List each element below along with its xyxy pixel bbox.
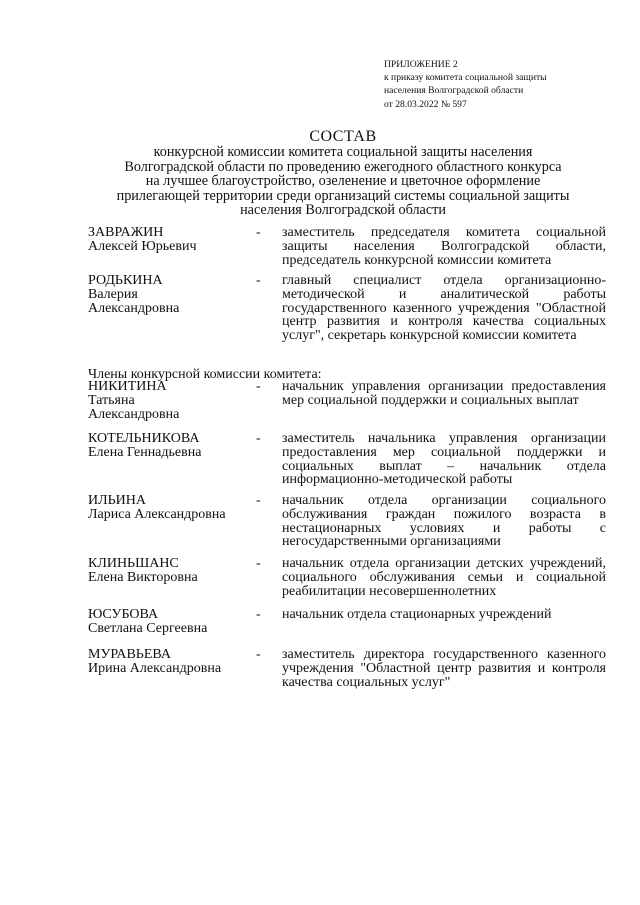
- surname: КОТЕЛЬНИКОВА: [88, 431, 200, 446]
- dash-separator: -: [256, 273, 261, 288]
- title-heading: СОСТАВ: [309, 128, 377, 145]
- dash-separator: -: [256, 556, 261, 571]
- title-line: Волгоградской области по проведению ежегодного областного конкурса: [124, 158, 562, 175]
- given-names: Татьяна: [88, 392, 135, 408]
- members-heading: Члены конкурсной комиссии комитета:: [88, 367, 322, 382]
- person-role: заместитель начальника управления организации предоставления мер социальной поддержки и социальных выплат – начальник отдела информационно-методической работы: [282, 431, 606, 488]
- person-name: [88, 557, 248, 585]
- annex-reference: к приказу комитета социальной защиты: [384, 72, 547, 84]
- given-names: Ирина Александровна: [88, 660, 222, 676]
- title-line: населения Волгоградской области: [240, 202, 446, 219]
- person-name: [88, 274, 248, 315]
- annex-date: от 28.03.2022 № 597: [384, 98, 467, 110]
- annex-number: ПРИЛОЖЕНИЕ 2: [384, 59, 458, 70]
- dash-separator: -: [256, 225, 261, 240]
- given-names: Елена Викторовна: [88, 569, 198, 585]
- surname: МУРАВЬЕВА: [88, 647, 171, 662]
- annex-reference-cont: населения Волгоградской области: [384, 85, 524, 97]
- annex-block: [384, 58, 624, 111]
- person-role: начальник управления организации предоставления мер социальной поддержки и социальных выплат: [282, 379, 606, 408]
- surname: ЗАВРАЖИН: [88, 225, 164, 240]
- person-role: начальник отдела организации социального обслуживания граждан пожилого возраста в нестационарных условиях и работы с негосударственными организациями: [282, 493, 606, 550]
- dash-separator: -: [256, 607, 261, 622]
- person-name: [88, 432, 248, 460]
- person-name: [88, 648, 248, 676]
- person-name: [88, 226, 248, 254]
- surname: ИЛЬИНА: [88, 493, 146, 508]
- given-names: Алексей Юрьевич: [88, 238, 197, 254]
- person-name: [88, 494, 248, 522]
- title-line: прилегающей территории среди организаций системы социальной защиты: [116, 187, 570, 204]
- person-role: заместитель директора государственного казенного учреждения "Областной центр развития и контроля качества социальных услуг": [282, 647, 606, 690]
- person-name: [88, 380, 248, 421]
- person-name: [88, 608, 248, 636]
- surname: РОДЬКИНА: [88, 273, 163, 288]
- dash-separator: -: [256, 431, 261, 446]
- person-role: заместитель председателя комитета социальной защиты населения Волгоградской области, председатель конкурсной комиссии комитета: [282, 225, 606, 268]
- surname: КЛИНЬШАНС: [88, 556, 179, 571]
- dash-separator: -: [256, 647, 261, 662]
- given-names: Валерия: [88, 286, 138, 302]
- surname: НИКИТИНА: [88, 379, 167, 394]
- given-names: Светлана Сергеевна: [88, 620, 208, 636]
- dash-separator: -: [256, 379, 261, 394]
- person-role: главный специалист отдела организационно-методической и аналитической работы государственного казенного учреждения "Областной центр развития и контроля качества социальных услуг", секретарь конкурсной комиссии комитета: [282, 273, 606, 344]
- given-names: Лариса Александровна: [88, 506, 226, 522]
- given-names: Александровна: [88, 406, 180, 422]
- person-role: начальник отдела стационарных учреждений: [282, 607, 552, 622]
- given-names: Елена Геннадьевна: [88, 444, 202, 460]
- title-line: на лучшее благоустройство, озеленение и цветочное оформление: [145, 173, 541, 190]
- title-line: конкурсной комиссии комитета социальной защиты населения: [153, 144, 533, 160]
- given-names: Александровна: [88, 300, 180, 316]
- surname: ЮСУБОВА: [88, 607, 159, 622]
- document-title: [70, 128, 616, 218]
- dash-separator: -: [256, 493, 261, 508]
- person-role: начальник отдела организации детских учреждений, социального обслуживания семьи и социальной реабилитации несовершеннолетних: [282, 556, 606, 599]
